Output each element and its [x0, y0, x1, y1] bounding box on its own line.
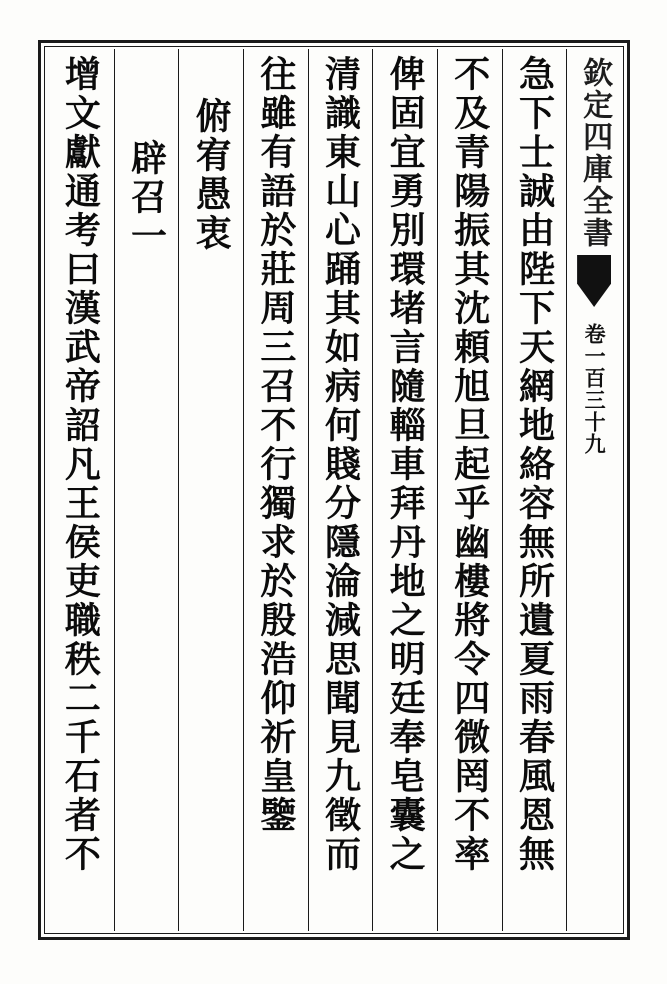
text-column-4 — [308, 49, 373, 931]
text-column-5 — [243, 49, 308, 931]
text-column-2 — [437, 49, 502, 931]
column-text: 俾固宜勇別環堵言隨輜車拜丹地之明廷奉皂囊之 — [384, 55, 427, 874]
text-column-1 — [502, 49, 567, 931]
book-title: 欽定四庫全書 — [577, 57, 613, 249]
column-text: 不及青陽振其沈頼旭旦起乎幽樓將令四微罔不率 — [448, 55, 491, 874]
text-column-6 — [178, 49, 243, 931]
text-column-8 — [47, 49, 114, 931]
column-text: 往雖有語於莊周三召不行獨求於殷浩仰祈皇鑒 — [254, 55, 297, 835]
page-frame — [38, 40, 630, 940]
column-text: 急下士誠由陛下天網地絡容無所遺夏雨春風恩無 — [513, 55, 556, 874]
column-text: 俯宥愚衷 — [190, 97, 233, 253]
text-columns — [47, 49, 621, 931]
column-text: 增文獻通考曰漢武帝詔凡王侯吏職秩二千石者不 — [59, 55, 102, 874]
volume-label: 卷一百三十九 — [582, 323, 608, 455]
column-text: 辟召一 — [125, 139, 168, 256]
text-column-7 — [114, 49, 179, 931]
text-column-3 — [372, 49, 437, 931]
center-fold-banxin — [566, 49, 621, 931]
fish-tail-icon — [577, 255, 611, 307]
column-text: 清識東山心踊其如病何賤分隱淪減思聞見九徵而 — [319, 55, 362, 874]
